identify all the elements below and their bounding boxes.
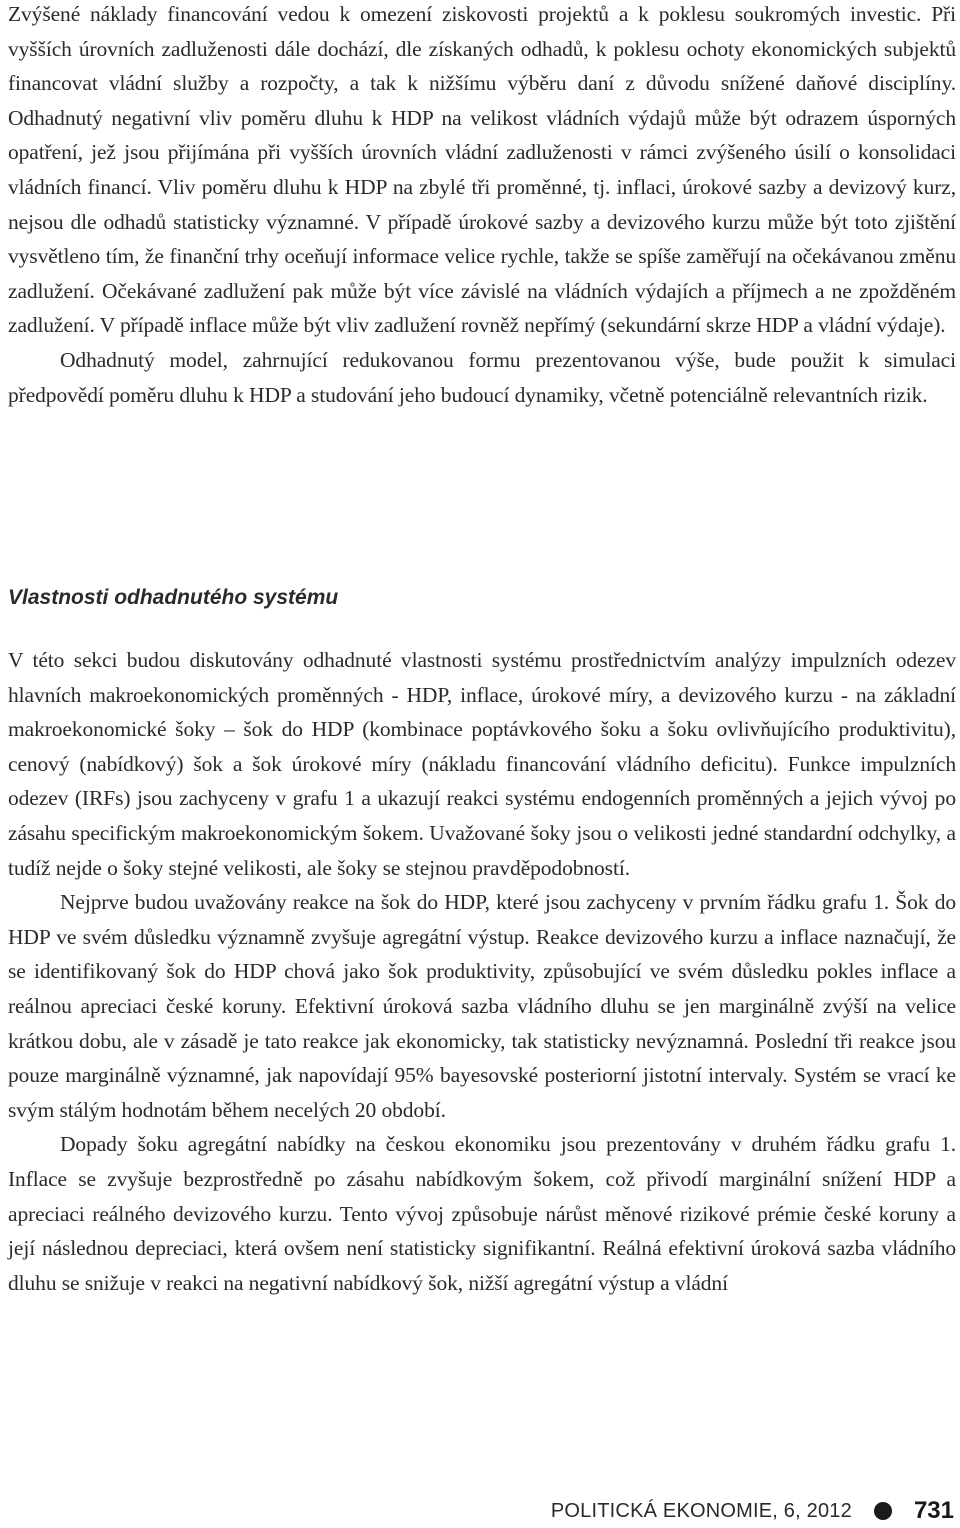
bullet-dot-icon (874, 1502, 892, 1520)
body-paragraph: Nejprve budou uvažovány reakce na šok do HDP, které jsou zachyceny v prvním řádku grafu 1. Šok do HDP ve svém důsledku významně zvyšuje agregátní výstup. Reakce devizového kurzu a inflace naznačují, že se identifikovaný šok do HDP chová jako šok produktivity, způsobující ve svém důsledku pokles inflace a reálnou apreciaci české koruny. Efektivní úroková sazba vládního dluhu se jen marginálně zvýší na velice krátkou dobu, ale v zásadě je tato reakce jak ekonomicky, tak statisticky nevýznamná. Poslední tři reakce jsou pouze marginálně významné, jak napovídají 95% bayesovské posteriorní jistotní intervaly. Systém se vrací ke svým stálým hodnotám během necelých 20 období. (8, 890, 956, 1122)
page (8, 0, 956, 1295)
body-paragraph: Zvýšené náklady financování vedou k omezení ziskovosti projektů a k poklesu soukromých investic. Při vyšších úrovních zadluženosti dále dochází, dle získaných odhadů, k poklesu ochoty ekonomických subjektů financovat vládní služby a rozpočty, a tak k nižšímu výběru daní z důvodu snížené daňové disciplíny. Odhadnutý negativní vliv poměru dluhu k HDP na velikost vládních výdajů může být odrazem úsporných opatření, jež jsou přijímána při vyšších úrovních vládní zadluženosti v rámci zvýšeného úsilí o konsolidaci vládních financí. Vliv poměru dluhu k HDP na zbylé tři proměnné, tj. inflaci, úrokové sazby a devizový kurz, nejsou dle odhadů statisticky významné. V případě úrokové sazby a devizového kurzu může být toto zjištění vysvětleno tím, že finanční trhy oceňují informace velice rychle, takže se spíše zaměřují na očekávanou změnu zadlužení. Očekávané zadlužení pak může být více závislé na vládních výdajích a příjmech a ne zpožděném zadlužení. V případě inflace může být vliv zadlužení rovněž nepřímý (sekundární skrze HDP a vládní výdaje). (8, 2, 956, 338)
body-paragraph: Dopady šoku agregátní nabídky na českou ekonomiku jsou prezentovány v druhém řádku grafu 1. Inflace se zvyšuje bezprostředně po zásahu nabídkovým šokem, což přivodí marginální snížení HDP a apreciaci reálného devizového kurzu. Tento vývoj způsobuje nárůst měnové rizikové prémie české koruny a její následnou depreciaci, která ovšem není statisticky signifikantní. Reálná efektivní úroková sazba vládního dluhu se snižuje v reakci na negativní nabídkový šok, nižší agregátní výstup a vládní (8, 1132, 956, 1295)
journal-name: POLITICKÁ EKONOMIE, 6, 2012 (550, 1499, 852, 1522)
body-paragraph: V této sekci budou diskutovány odhadnuté vlastnosti systému prostřednictvím analýzy impulzních odezev hlavních makroekonomických proměnných - HDP, inflace, úrokové míry, a devizového kurzu - na základní makroekonomické šoky – šok do HDP (kombinace poptávkového šoku a šoku ovlivňujícího produktivitu), cenový (nabídkový) šok a šok úrokové míry (nákladu financování vládního deficitu). Funkce impulzních odezev (IRFs) jsou zachyceny v grafu 1 a ukazují reakci systému endogenních proměnných a jejich vývoj po zásahu specifickým makroekonomickým šokem. Uvažované šoky jsou o velikosti jedné standardní odchylky, a tudíž nejde o šoky stejné velikosti, ale šoky se stejnou pravděpodobností. (8, 648, 956, 880)
page-footer (529, 1496, 954, 1526)
page-number: 731 (913, 1497, 954, 1524)
section-heading: Vlastnosti odhadnutého systému (8, 586, 339, 609)
body-paragraph: Odhadnutý model, zahrnující redukovanou formu prezentovanou výše, bude použit k simulaci předpovědí poměru dluhu k HDP a studování jeho budoucí dynamiky, včetně potenciálně relevantních rizik. (8, 347, 956, 407)
section-body (8, 643, 956, 1300)
